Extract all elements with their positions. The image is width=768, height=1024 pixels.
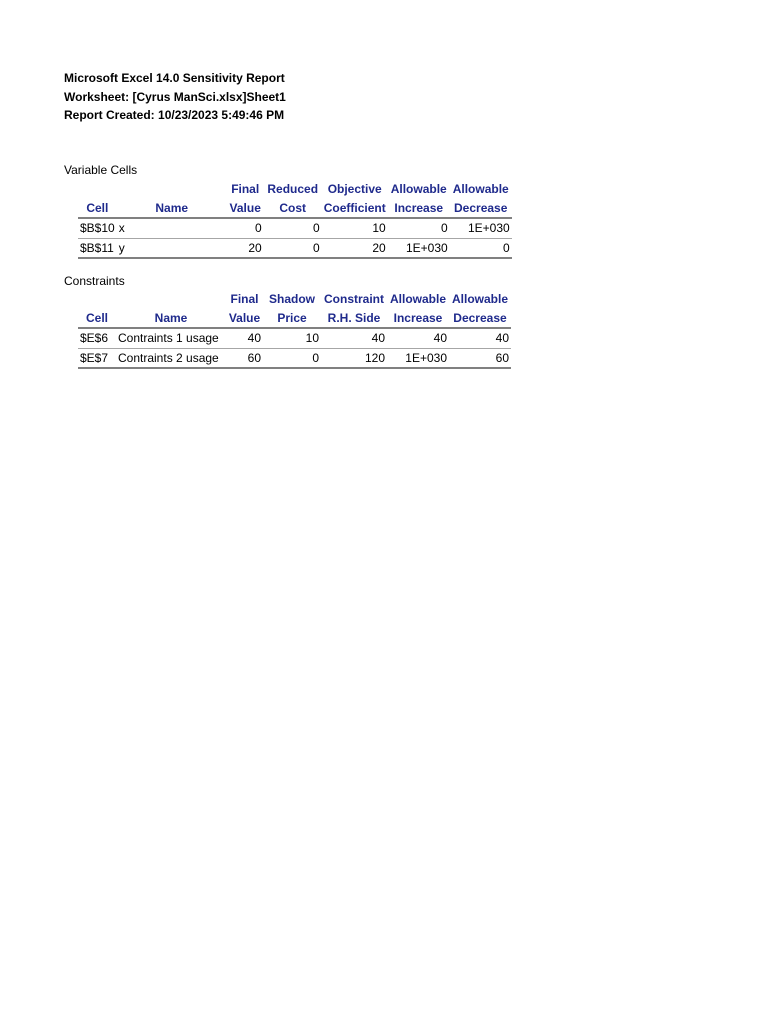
column-header: Coefficient	[322, 199, 388, 219]
table-row	[78, 238, 512, 258]
table-header-row	[78, 199, 512, 219]
final-value: 20	[227, 238, 264, 258]
column-header: Name	[117, 199, 227, 219]
column-header	[116, 290, 226, 309]
table-row	[78, 218, 512, 238]
reduced-cost: 0	[264, 238, 322, 258]
column-header: Cell	[78, 199, 117, 219]
report-title: Microsoft Excel 14.0 Sensitivity Report	[64, 71, 285, 85]
allowable-increase: 1E+030	[388, 238, 450, 258]
allowable-decrease: 40	[449, 328, 511, 348]
table-row	[78, 328, 511, 348]
allowable-decrease: 60	[449, 348, 511, 368]
allowable-decrease: 1E+030	[450, 218, 512, 238]
table-row	[78, 348, 511, 368]
variable-cells-title: Variable Cells	[64, 163, 138, 177]
cell-ref: $B$10	[78, 218, 117, 238]
column-header: Final	[230, 292, 259, 307]
column-header: R.H. Side	[321, 309, 387, 329]
column-header: Value	[227, 199, 264, 219]
column-header: Decrease	[449, 309, 511, 329]
cell-ref: $E$7	[78, 348, 116, 368]
column-header: Allowable	[451, 292, 508, 307]
cell-ref: $E$6	[78, 328, 116, 348]
table-header-row	[78, 290, 511, 309]
constraint-rhs: 120	[321, 348, 387, 368]
column-header: Allowable	[390, 182, 447, 197]
worksheet-label: Worksheet: [Cyrus ManSci.xlsx]Sheet1	[64, 90, 286, 104]
column-header: Decrease	[450, 199, 512, 219]
column-header	[117, 180, 227, 199]
column-header: Allowable	[389, 292, 446, 307]
column-header	[78, 290, 116, 309]
allowable-increase: 40	[387, 328, 449, 348]
cell-name: y	[117, 238, 227, 258]
column-header: Constraint	[324, 292, 384, 307]
shadow-price: 0	[263, 348, 321, 368]
constraints-table	[78, 290, 511, 369]
column-header	[78, 180, 117, 199]
cell-name: x	[117, 218, 227, 238]
final-value: 60	[226, 348, 263, 368]
allowable-decrease: 0	[450, 238, 512, 258]
column-header: Allowable	[452, 182, 509, 197]
constraint-rhs: 40	[321, 328, 387, 348]
table-header-row	[78, 180, 512, 199]
allowable-increase: 1E+030	[387, 348, 449, 368]
column-header: Shadow	[268, 292, 315, 307]
allowable-increase: 0	[388, 218, 450, 238]
cell-ref: $B$11	[78, 238, 117, 258]
objective-coefficient: 10	[322, 218, 388, 238]
constraints-title: Constraints	[64, 274, 125, 288]
column-header: Value	[226, 309, 263, 329]
variable-cells-table	[78, 180, 512, 259]
column-header: Final	[231, 182, 260, 197]
reduced-cost: 0	[264, 218, 322, 238]
column-header: Increase	[388, 199, 450, 219]
cell-name: Contraints 2 usage	[116, 348, 226, 368]
report-created-label: Report Created: 10/23/2023 5:49:46 PM	[64, 108, 285, 122]
shadow-price: 10	[263, 328, 321, 348]
column-header: Cell	[78, 309, 116, 329]
final-value: 0	[227, 218, 264, 238]
column-header: Name	[116, 309, 226, 329]
cell-name: Contraints 1 usage	[116, 328, 226, 348]
table-header-row	[78, 309, 511, 329]
column-header: Cost	[264, 199, 322, 219]
final-value: 40	[226, 328, 263, 348]
objective-coefficient: 20	[322, 238, 388, 258]
column-header: Objective	[327, 182, 382, 197]
column-header: Reduced	[267, 182, 319, 197]
column-header: Increase	[387, 309, 449, 329]
column-header: Price	[263, 309, 321, 329]
